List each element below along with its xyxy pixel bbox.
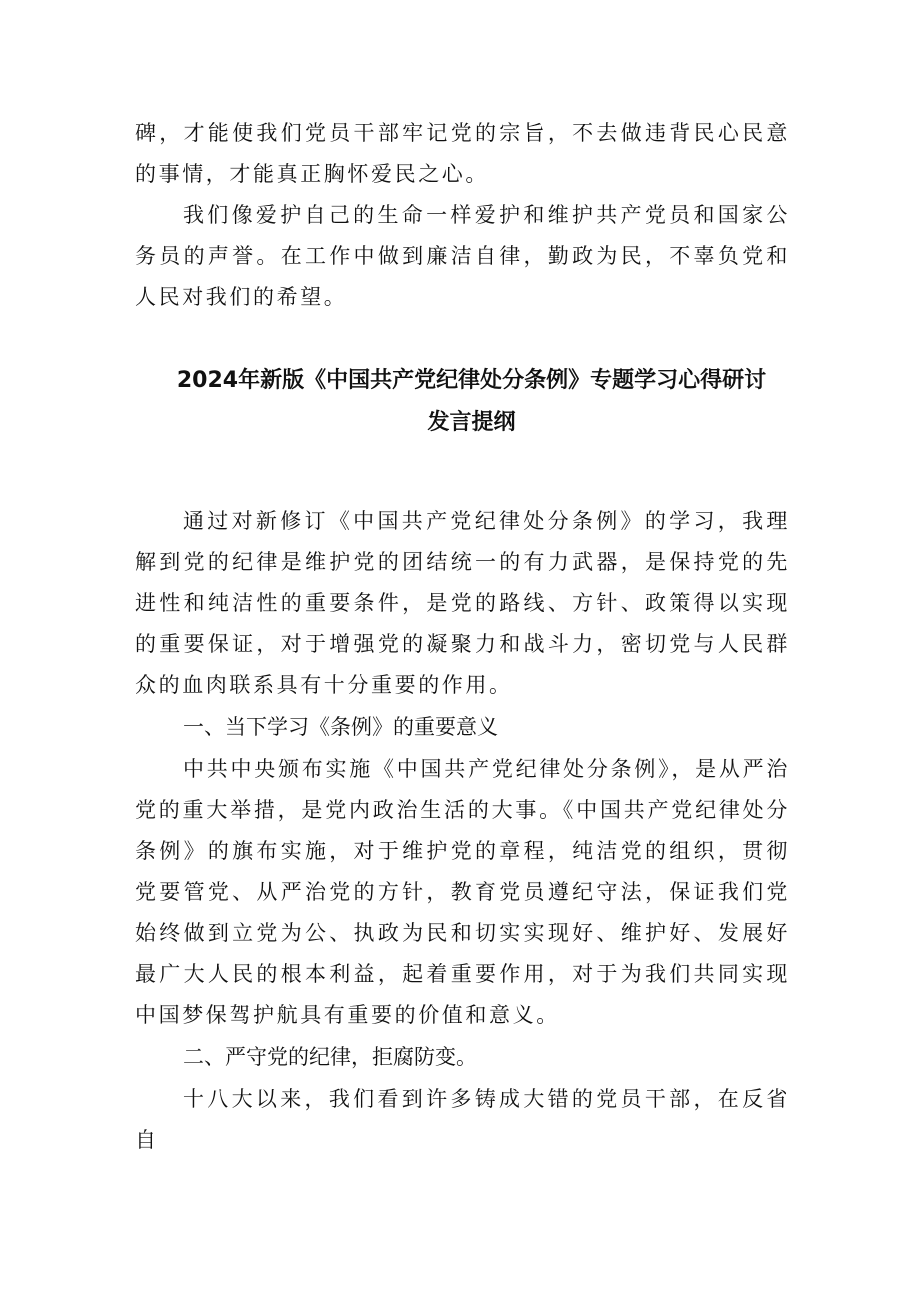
paragraph-intro: 通过对新修订《中国共产党纪律处分条例》的学习，我理解到党的纪律是维护党的团结统一的有力武器，是保持党的先进性和纯洁性的重要条件，是党的路线、方针、政策得以实现的重要保证，对于增强党的凝聚力和战斗力，密切党与人民群众的血肉联系具有十分重要的作用。 (135, 509, 790, 697)
paragraph-eighteenth-congress: 十八大以来，我们看到许多铸成大错的党员干部，在反省自 (135, 1087, 790, 1152)
section-heading-1: 一、当下学习《条例》的重要意义 (183, 715, 498, 739)
paragraph-reputation: 我们像爱护自己的生命一样爱护和维护共产党员和国家公务员的声誉。在工作中做到廉洁自律，勤政为民，不辜负党和人民对我们的希望。 (135, 203, 790, 309)
paragraph-continued: 碑，才能使我们党员干部牢记党的宗旨，不去做违背民心民意的事情，才能真正胸怀爱民之心。 (135, 121, 790, 186)
paragraph-significance: 中共中央颁布实施《中国共产党纪律处分条例》，是从严治党的重大举措，是党内政治生活的大事。《中国共产党纪律处分条例》的旗布实施，对于维护党的章程，纯洁党的组织，贯彻党要管党、从严治党的方针，教育党员遵纪守法，保证我们党始终做到立党为公、执政为民和切实实现好、维护好、发展好最广大人民的根本利益，起着重要作用，对于为我们共同实现中国梦保驾护航具有重要的价值和意义。 (135, 757, 790, 1027)
title-line-2: 发言提纲 (427, 410, 516, 435)
section-heading-2: 二、严守党的纪律，拒腐防变。 (183, 1045, 477, 1069)
document-page (135, 113, 790, 1161)
document-title (135, 360, 790, 444)
title-line-1: 2024年新版《中国共产党纪律处分条例》专题学习心得研讨 (176, 368, 767, 393)
